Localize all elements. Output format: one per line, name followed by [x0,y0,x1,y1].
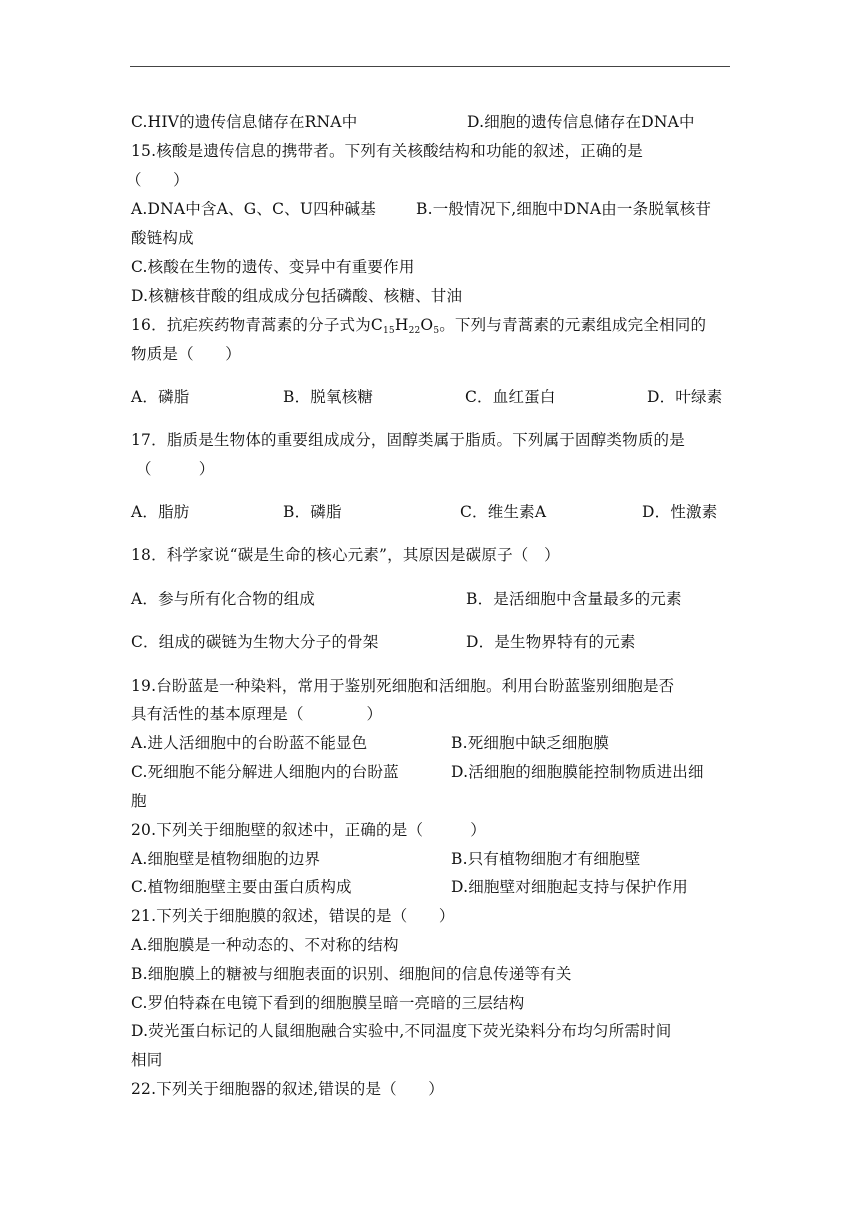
q18-option-b: B．是活细胞中含量最多的元素 [466,590,682,608]
q18-option-a: A．参与所有化合物的组成 [131,590,316,608]
q20-option-b: B.只有植物细胞才有细胞壁 [451,850,641,868]
q17-option-a: A．脂肪 [131,503,190,521]
q18-option-c: C．组成的碳链为生物大分子的骨架 [131,633,379,651]
q16-option-a: A．磷脂 [131,388,190,406]
q19-option-d-line1: D.活细胞的细胞膜能控制物质进出细 [451,763,704,781]
q21-option-d-line1: D.荧光蛋白标记的人鼠细胞融合实验中,不同温度下荧光染料分布均匀所需时间 [131,1022,672,1040]
q14-option-d: D.细胞的遗传信息储存在DNA中 [467,113,695,131]
header-rule [130,66,730,67]
q20-option-a: A.细胞壁是植物细胞的边界 [131,850,321,868]
q21-option-c: C.罗伯特森在电镜下看到的细胞膜呈暗一亮暗的三层结构 [131,994,525,1012]
q16-option-d: D．叶绿素 [647,388,723,406]
q15-stem-line2: （ ） [126,171,189,189]
q17-stem-line1: 17．脂质是生物体的重要组成成分，固醇类属于脂质。下列属于固醇类物质的是 [131,431,685,449]
q16-stem-line2: 物质是（ ） [131,345,241,363]
q19-option-b: B.死细胞中缺乏细胞膜 [451,734,610,752]
q14-option-c: C.HIV的遗传信息储存在RNA中 [131,113,358,131]
q15-option-c: C.核酸在生物的遗传、变异中有重要作用 [131,258,415,276]
q17-option-d: D．性激素 [642,503,718,521]
q21-option-b: B.细胞膜上的糖被与细胞表面的识别、细胞间的信息传递等有关 [131,965,572,983]
q18-option-d: D．是生物界特有的元素 [466,633,636,651]
q16-option-c: C．血红蛋白 [465,388,556,406]
q17-option-c: C．维生素A [460,503,547,521]
q21-stem: 21.下列关于细胞膜的叙述，错误的是（ ） [131,907,455,925]
q16-stem-line1: 16．抗疟疾药物青蒿素的分子式为$C_{15}H_{22}O_5$。下列与青蒿素的元素组成完全相同的 [131,316,707,336]
q15-option-d: D.核糖核苷酸的组成成分包括磷酸、核糖、甘油 [131,287,463,305]
q18-stem: 18．科学家说“碳是生命的核心元素”，其原因是碳原子（ ） [131,546,560,564]
q21-option-d-line2: 相同 [131,1051,163,1069]
q19-option-d-line2: 胞 [131,792,147,810]
q19-stem-line1: 19.台盼蓝是一种染料，常用于鉴别死细胞和活细胞。利用台盼蓝鉴别细胞是否 [131,677,675,695]
q16-option-b: B．脱氧核糖 [283,388,374,406]
q19-stem-line2: 具有活性的基本原理是（ ） [131,705,383,723]
q20-option-d: D.细胞壁对细胞起支持与保护作用 [451,878,689,896]
q15-stem-line1: 15.核酸是遗传信息的携带者。下列有关核酸结构和功能的叙述，正确的是 [131,142,643,160]
q19-option-c: C.死细胞不能分解进人细胞内的台盼蓝 [131,763,399,781]
q15-option-a: A.DNA中含A、G、C、U四种碱基 [131,200,376,218]
q15-option-b-line2: 酸链构成 [131,229,194,247]
q20-option-c: C.植物细胞壁主要由蛋白质构成 [131,878,352,896]
q20-stem: 20.下列关于细胞壁的叙述中，正确的是（ ） [131,821,486,839]
q22-stem: 22.下列关于细胞器的叙述,错误的是（ ） [131,1080,444,1098]
q21-option-a: A.细胞膜是一种动态的、不对称的结构 [131,936,399,954]
q17-stem-line2: （ ） [136,460,215,478]
q17-option-b: B．磷脂 [283,503,342,521]
q19-option-a: A.进人活细胞中的台盼蓝不能显色 [131,734,368,752]
q15-option-b-line1: B.一般情况下,细胞中DNA由一条脱氧核苷 [416,200,712,218]
